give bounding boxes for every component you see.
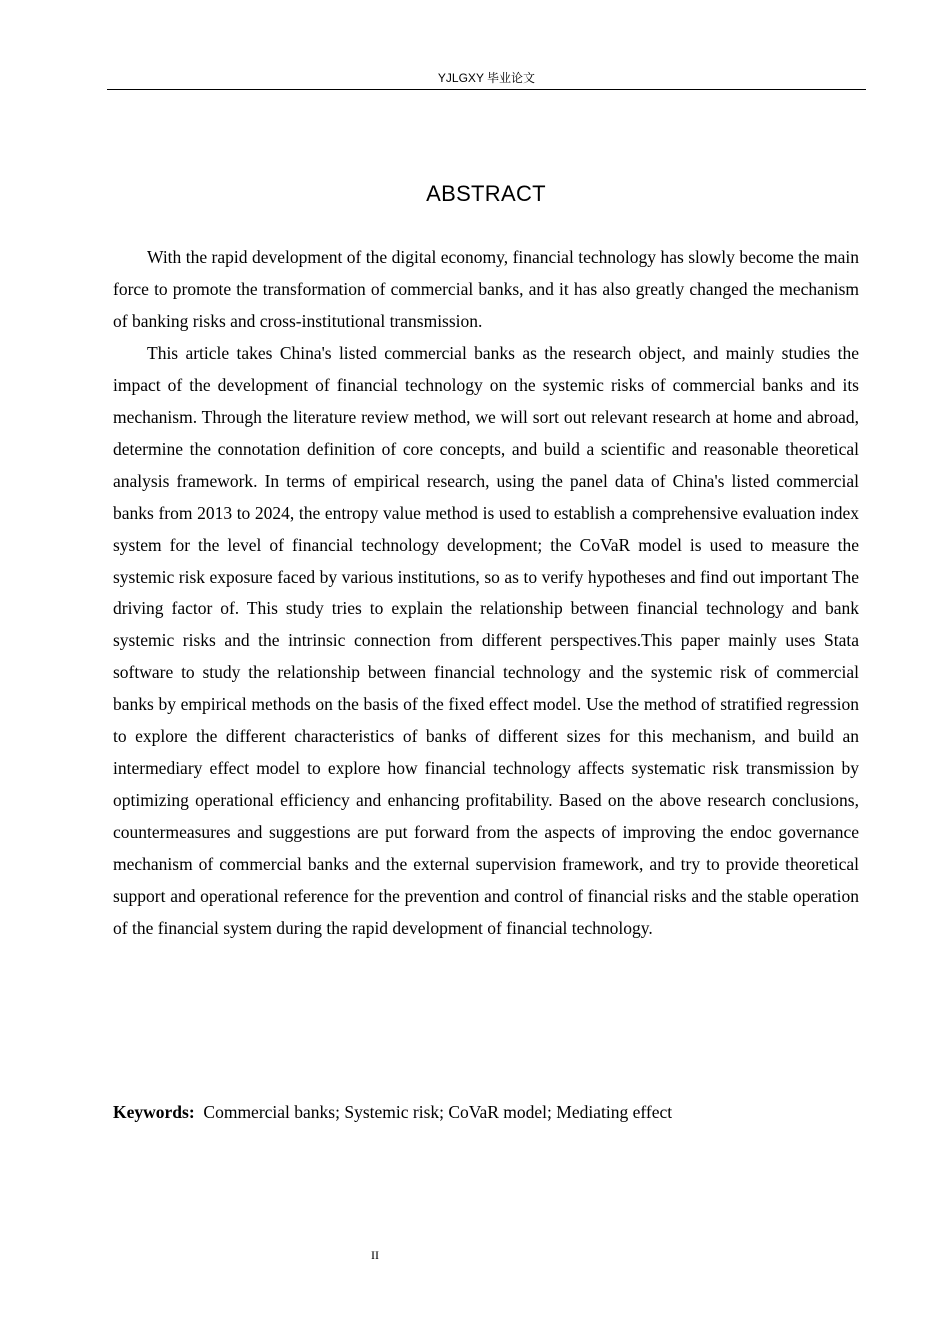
abstract-paragraph: With the rapid development of the digital economy, financial technology has slowly become the main force to promote the transformation of commercial banks, and it has also greatly changed the mechanism of banking risks and cross-institutional transmission. <box>113 247 859 331</box>
keywords-line <box>113 1097 859 1127</box>
abstract-paragraph: This article takes China's listed commercial banks as the research object, and mainly studies the impact of the development of financial technology on the systemic risks of commercial banks and its mechanism. Through the literature review method, we will sort out relevant research at home and abroad, determine the connotation definition of core concepts, and build a scientific and reasonable theoretical analysis framework. In terms of empirical research, using the panel data of China's listed commercial banks from 2013 to 2024, the entropy value method is used to establish a comprehensive evaluation index system for the level of financial technology development; the CoVaR model is used to measure the systemic risk exposure faced by various institutions, so as to verify hypotheses and find out important The driving factor of. This study tries to explain the relationship between financial technology and bank systemic risks and the intrinsic connection from different perspectives.This paper mainly uses Stata software to study the relationship between financial technology and the systemic risk of commercial banks by empirical methods on the basis of the fixed effect model. Use the method of stratified regression to explore the different characteristics of banks of different sizes for this mechanism, and build an intermediary effect model to explore how financial technology affects systematic risk transmission by optimizing operational efficiency and enhancing profitability. Based on the above research conclusions, countermeasures and suggestions are put forward from the aspects of improving the endoc governance mechanism of commercial banks and the external supervision framework, and try to provide theoretical support and operational reference for the prevention and control of financial risks and the stable operation of the financial system during the rapid development of financial technology. <box>113 342 859 939</box>
header-rule <box>107 89 866 90</box>
keywords-text: Commercial banks; Systemic risk; CoVaR model; Mediating effect <box>203 1102 673 1122</box>
keywords-label: Keywords: <box>113 1102 195 1122</box>
abstract-title: ABSTRACT <box>426 181 546 206</box>
page-number: II <box>371 1248 379 1262</box>
abstract-body <box>113 242 859 945</box>
running-header: YJLGXY 毕业论文 <box>437 71 536 85</box>
